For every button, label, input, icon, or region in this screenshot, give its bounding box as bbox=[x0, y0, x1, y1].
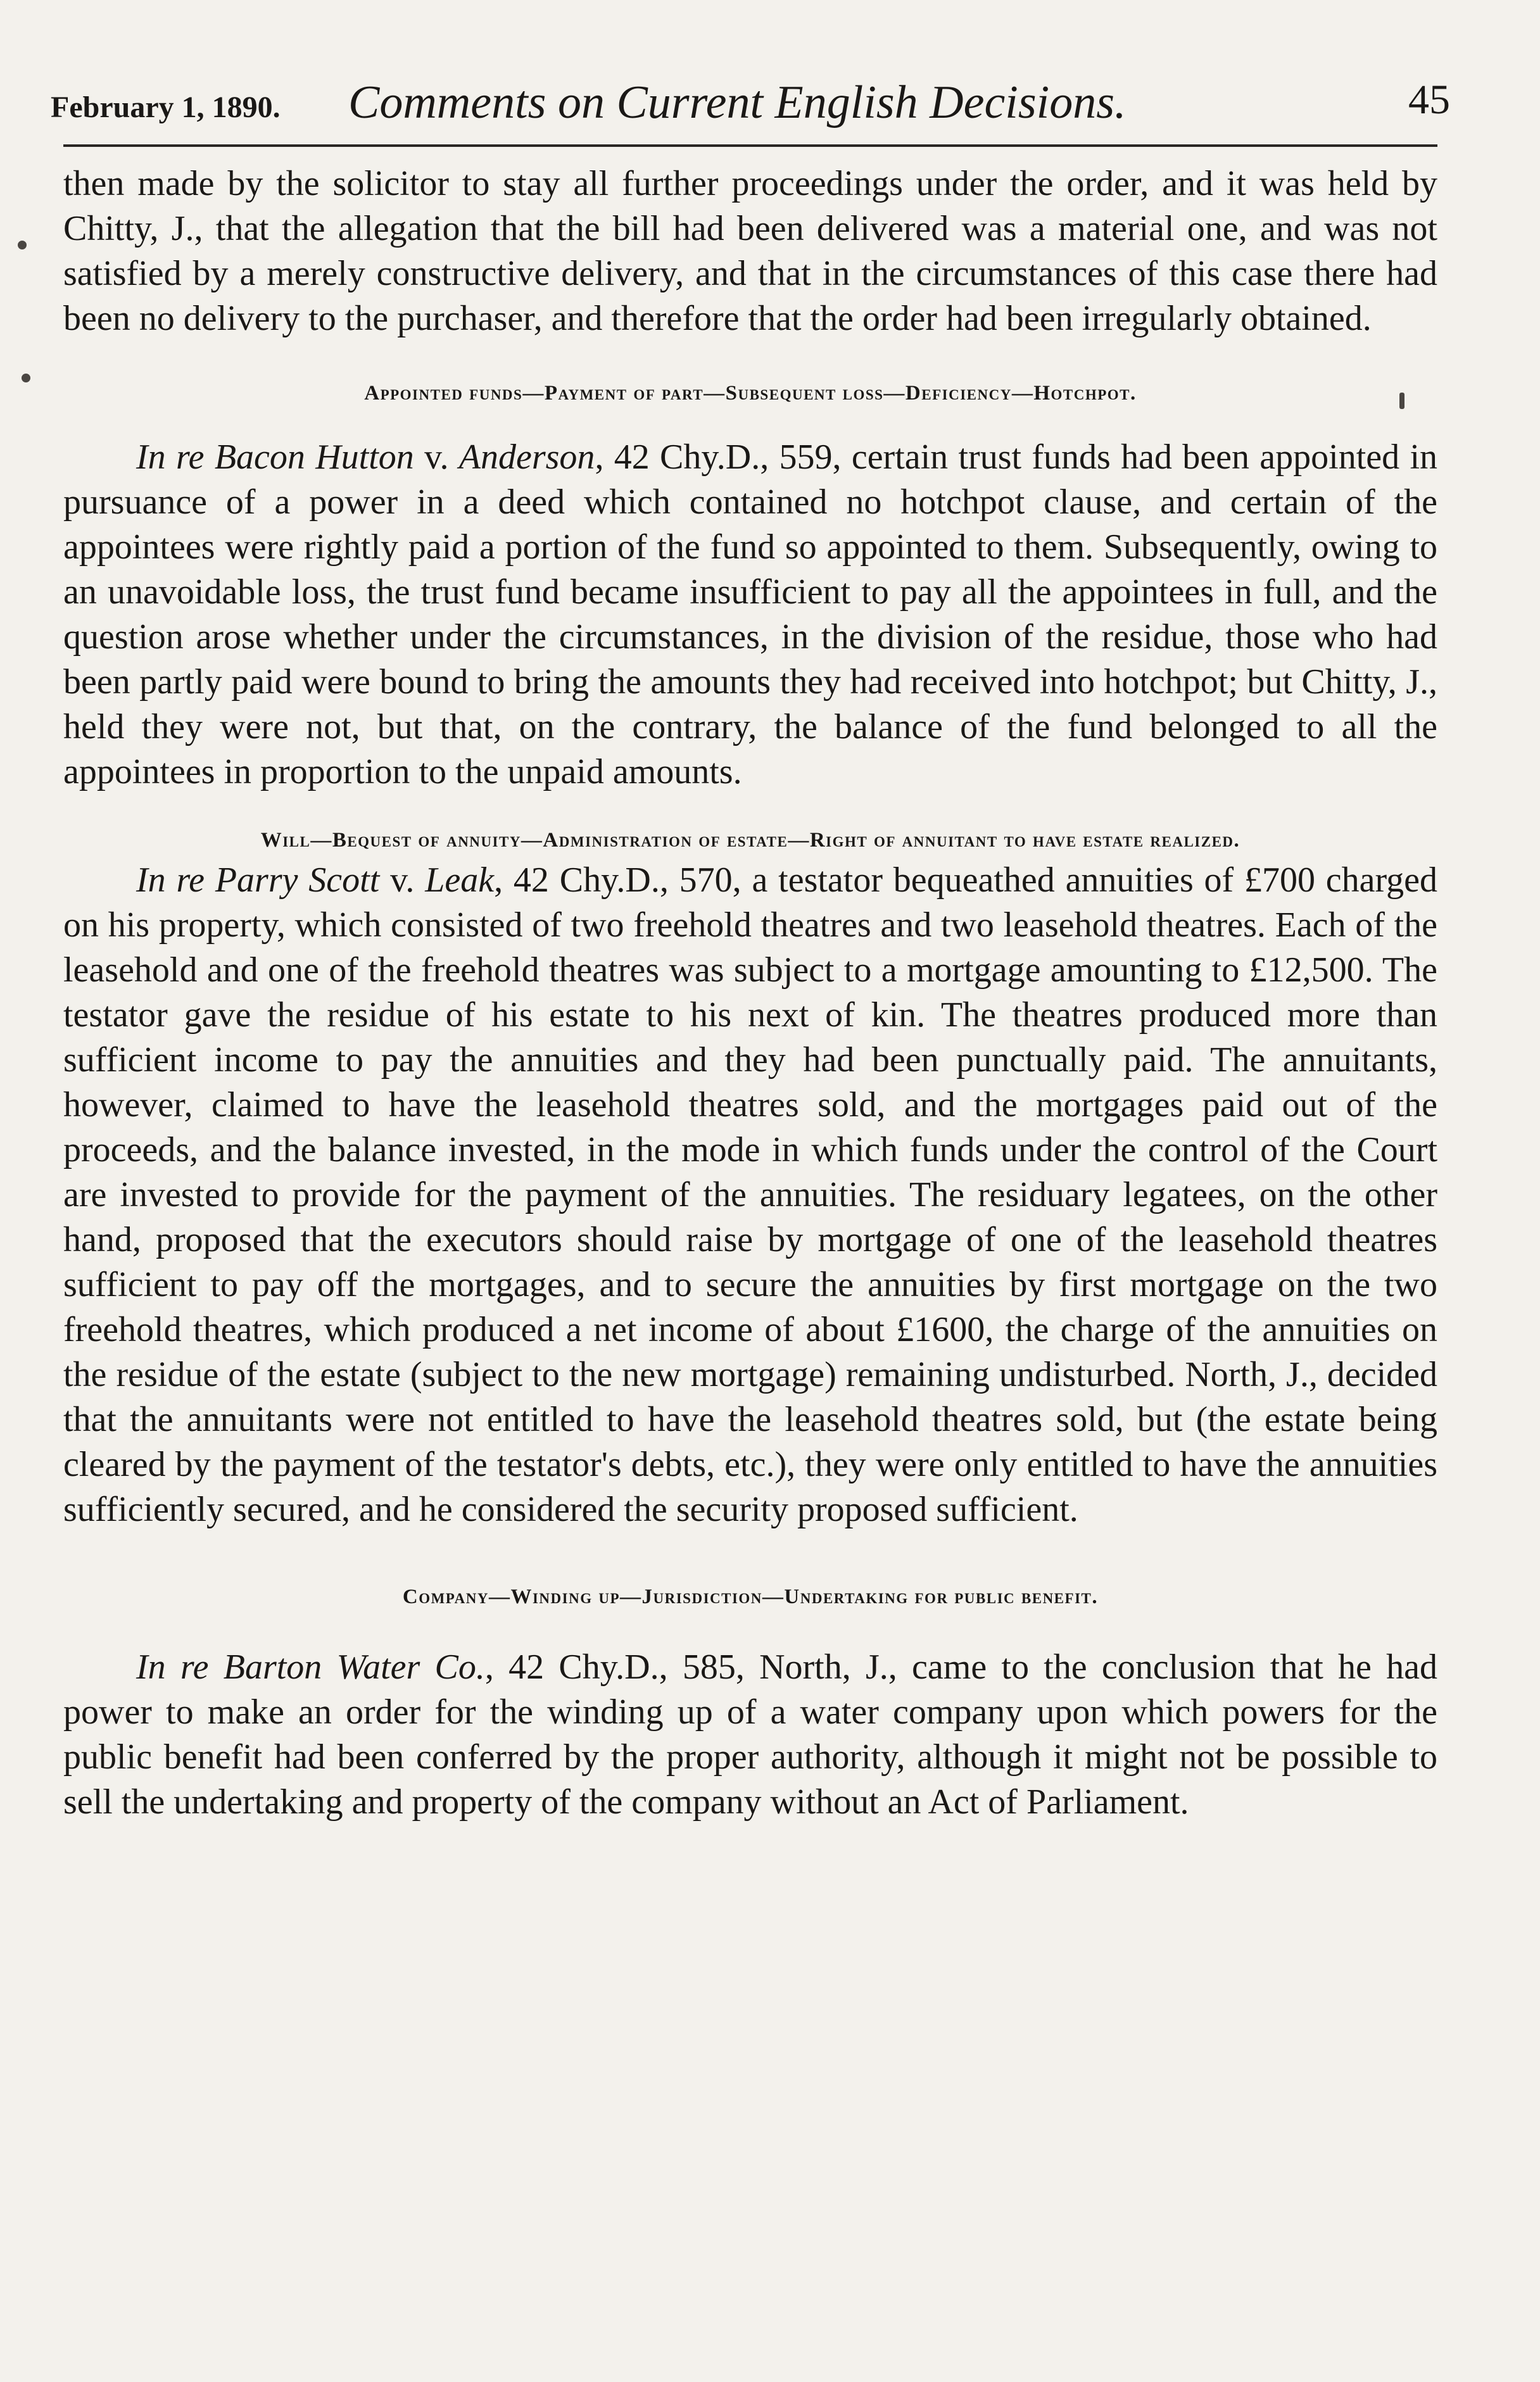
section-heading-3-text: Company—Winding up—Jurisdiction—Undertaking for public benefit. bbox=[402, 1585, 1099, 1608]
margin-speck bbox=[18, 241, 27, 249]
section-heading-1 bbox=[63, 378, 1437, 408]
citation-2: , 42 Chy.D., 570, bbox=[494, 860, 742, 900]
case-name-1: In re Bacon Hutton bbox=[136, 438, 414, 477]
case-paragraph-3 bbox=[63, 1645, 1437, 1825]
article-body bbox=[63, 161, 1437, 1825]
section-heading-2-text: Will—Bequest of annuity—Administration of estate—Right of annuitant to have estate realized. bbox=[260, 829, 1240, 852]
section-heading-1-text: Appointed funds—Payment of part—Subsequent loss—Deficiency—Hotchpot. bbox=[364, 382, 1137, 405]
case-name-2: In re Parry Scott bbox=[136, 860, 380, 900]
case-party-1: Anderson bbox=[458, 438, 595, 477]
versus-1: v. bbox=[413, 438, 459, 477]
citation-3: , 42 Chy.D., 585, bbox=[484, 1648, 745, 1687]
versus-2: v. bbox=[379, 860, 426, 900]
case-paragraph-1 bbox=[63, 435, 1437, 795]
case-text-3: North, J., came to the conclusion that he had power to make an order for the winding up of a water company upon which powers for the public benefit had been conferred by the proper authority, although it might not be possible to sell the undertaking and property of the company without an Act of Parliament. bbox=[63, 1648, 1438, 1822]
header-date: February 1, 1890. bbox=[51, 91, 281, 124]
case-paragraph-2 bbox=[63, 858, 1437, 1532]
section-heading-3 bbox=[63, 1582, 1437, 1612]
case-text-1: certain trust funds had been appointed in pursuance of a power in a deed which contained no hotchpot clause, and certain of the appointees were rightly paid a portion of the fund so appointed to them. Subsequently, owing to an unavoidable loss, the trust fund became insufficient to pay all the appointees in full, and the question arose whether under the circumstances, in the division of the residue, those who had been partly paid were bound to bring the amounts they had received into hotchpot; but Chitty, J., held they were not, but that, on the contrary, the balance of the fund belonged to all the appointees in proportion to the unpaid amounts. bbox=[63, 438, 1437, 791]
header-title: Comments on Current English Decisions. bbox=[348, 77, 1127, 129]
section-heading-2 bbox=[63, 825, 1437, 855]
continuation-paragraph: then made by the solicitor to stay all further proceedings under the order, and it was held by Chitty, J., that the allegation that the bill had been delivered was a material one, and was not satisfied by a merely constructive delivery, and that in the circumstances of this case there had been no delivery to the purchaser, and therefore that the order had been irregularly obtained. bbox=[63, 164, 1437, 338]
page-number: 45 bbox=[1408, 77, 1450, 123]
citation-1: , 42 Chy.D., 559, bbox=[595, 438, 842, 477]
header-rule bbox=[63, 144, 1437, 147]
case-name-3: In re Barton Water Co. bbox=[136, 1648, 485, 1687]
margin-speck bbox=[22, 374, 30, 382]
running-header bbox=[51, 76, 1450, 146]
case-text-2: a testator bequeathed annuities of £700 charged on his property, which consisted of two freehold theatres and two leasehold theatres. Each of the leasehold and one of the freehold theatres was subject to a mortgage amounting to £12,500. The testator gave the residue of his estate to his next of kin. The theatres produced more than sufficient income to pay the annuities and they had been punctually paid. The annuitants, however, claimed to have the leasehold theatres sold, and the mortgages paid out of the proceeds, and the balance invested, in the mode in which funds under the control of the Court are invested to provide for the payment of the annuities. The residuary legatees, on the other hand, proposed that the executors should raise by mortgage of one of the leasehold theatres sufficient to pay off the mortgages, and to secure the annuities by first mortgage on the two freehold theatres, which produced a net income of about £1600, the charge of the annuities on the residue of the estate (subject to the new mortgage) remaining undisturbed. North, J., decided that the annuitants were not entitled to have the leasehold theatres sold, but (the estate being cleared by the payment of the testator's debts, etc.), they were only entitled to have the annuities sufficiently secured, and he considered the security proposed sufficient. bbox=[63, 860, 1438, 1529]
case-party-2: Leak bbox=[425, 860, 495, 900]
margin-speck bbox=[1399, 393, 1404, 409]
